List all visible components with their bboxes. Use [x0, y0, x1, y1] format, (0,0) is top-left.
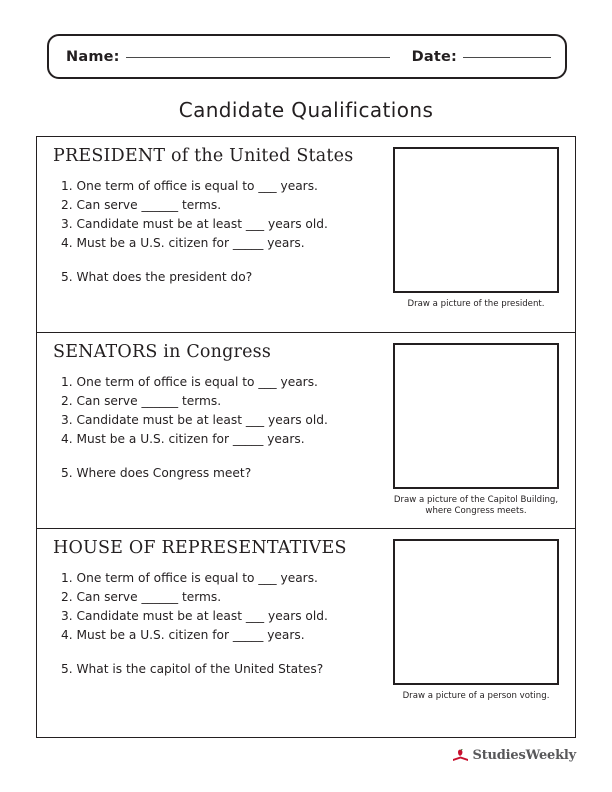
date-label: Date:	[411, 48, 457, 65]
section-house-questions	[51, 569, 387, 679]
section-president-draw-area	[387, 137, 575, 332]
question-item: 5. What is the capitol of the United States?	[61, 662, 324, 676]
question-item: 2. Can serve ______ terms.	[61, 198, 222, 212]
question-item: 2. Can serve ______ terms.	[61, 394, 222, 408]
drawing-caption-senators: Draw a picture of the Capitol Building, where Congress meets.	[393, 495, 559, 516]
brand-logo	[452, 748, 576, 763]
date-write-line[interactable]	[463, 56, 551, 58]
drawing-box-house[interactable]	[393, 539, 559, 685]
section-president-heading: PRESIDENT of the United States	[53, 146, 354, 166]
name-label: Name:	[66, 48, 120, 65]
question-item: 2. Can serve ______ terms.	[61, 590, 222, 604]
question-item: 3. Candidate must be at least ___ years old.	[61, 413, 328, 427]
question-item: 3. Candidate must be at least ___ years old.	[61, 609, 328, 623]
section-senators-content	[37, 333, 387, 528]
apple-book-icon	[452, 749, 469, 762]
worksheet-frame	[36, 136, 576, 738]
section-senators-heading: SENATORS in Congress	[53, 342, 272, 362]
question-item: 1. One term of office is equal to ___ years.	[61, 571, 318, 585]
section-senators-draw-area	[387, 333, 575, 528]
page-title: Candidate Qualifications	[178, 98, 434, 122]
question-item: 4. Must be a U.S. citizen for _____ years.	[61, 236, 305, 250]
section-house-content	[37, 529, 387, 738]
drawing-caption-house: Draw a picture of a person voting.	[402, 691, 550, 701]
drawing-box-president[interactable]	[393, 147, 559, 293]
question-item: 5. Where does Congress meet?	[61, 466, 252, 480]
section-president	[37, 137, 575, 333]
brand-name: StudiesWeekly	[472, 748, 576, 763]
name-write-line[interactable]	[126, 56, 390, 58]
name-date-bar	[47, 34, 567, 79]
section-house	[37, 529, 575, 738]
section-senators-questions	[51, 373, 387, 483]
question-item: 1. One term of office is equal to ___ years.	[61, 179, 318, 193]
drawing-caption-president: Draw a picture of the president.	[407, 299, 545, 309]
question-item: 4. Must be a U.S. citizen for _____ years.	[61, 628, 305, 642]
question-item: 4. Must be a U.S. citizen for _____ years.	[61, 432, 305, 446]
name-date-row	[66, 36, 551, 77]
section-house-draw-area	[387, 529, 575, 738]
section-president-questions	[51, 177, 387, 287]
section-senators	[37, 333, 575, 529]
question-item: 1. One term of office is equal to ___ years.	[61, 375, 318, 389]
question-item: 3. Candidate must be at least ___ years old.	[61, 217, 328, 231]
question-item: 5. What does the president do?	[61, 270, 253, 284]
drawing-box-senators[interactable]	[393, 343, 559, 489]
section-house-heading: HOUSE OF REPRESENTATIVES	[53, 538, 347, 558]
section-president-content	[37, 137, 387, 332]
